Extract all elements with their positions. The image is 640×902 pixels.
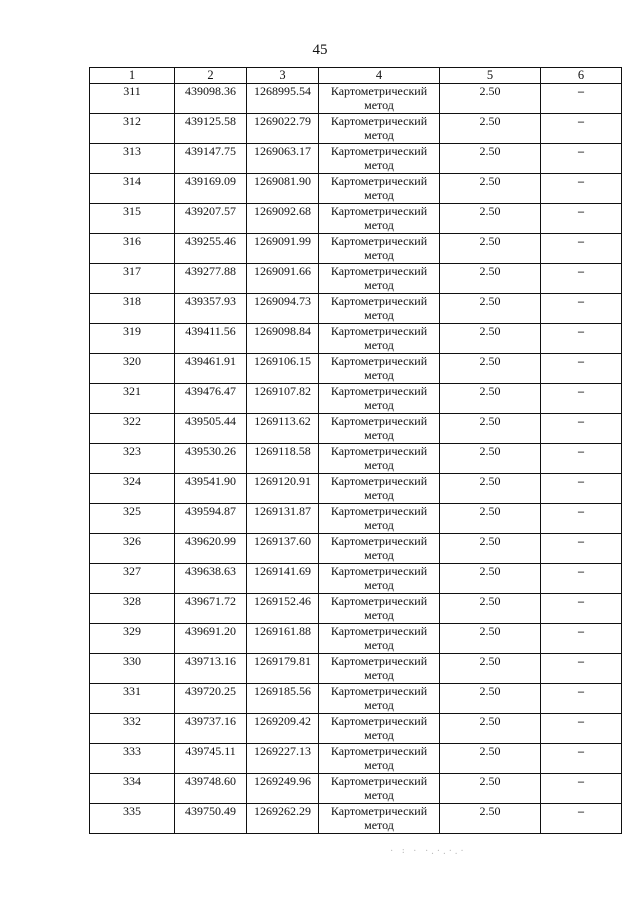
table-row <box>90 444 622 474</box>
method-line-1: Картометрический <box>330 444 428 458</box>
point-number-cell: 320 <box>90 354 175 384</box>
accuracy-cell: 2.50 <box>440 534 541 564</box>
method-line-1: Картометрический <box>330 504 428 518</box>
table-row <box>90 144 622 174</box>
accuracy-cell: 2.50 <box>440 354 541 384</box>
method-line-2: метод <box>364 458 394 472</box>
scan-artifact: · ꞉ · ·.·.·.· <box>390 846 467 857</box>
description-cell: – <box>541 384 622 414</box>
method-line-1: Картометрический <box>330 204 428 218</box>
method-line-1: Картометрический <box>330 564 428 578</box>
y-coordinate-cell: 1269094.73 <box>247 294 319 324</box>
table-row <box>90 684 622 714</box>
method-line-2: метод <box>364 578 394 592</box>
point-number-cell: 324 <box>90 474 175 504</box>
x-coordinate-cell: 439594.87 <box>175 504 247 534</box>
description-cell: – <box>541 774 622 804</box>
x-coordinate-cell: 439638.63 <box>175 564 247 594</box>
y-coordinate-cell: 1269091.66 <box>247 264 319 294</box>
point-number-cell: 326 <box>90 534 175 564</box>
table-row <box>90 474 622 504</box>
y-coordinate-cell: 1269131.87 <box>247 504 319 534</box>
method-line-2: метод <box>364 668 394 682</box>
method-cell <box>319 114 440 144</box>
method-line-2: метод <box>364 338 394 352</box>
column-header: 4 <box>319 68 440 84</box>
table-row <box>90 84 622 114</box>
y-coordinate-cell: 1269209.42 <box>247 714 319 744</box>
table-row <box>90 234 622 264</box>
table-row <box>90 594 622 624</box>
x-coordinate-cell: 439125.58 <box>175 114 247 144</box>
y-coordinate-cell: 1269106.15 <box>247 354 319 384</box>
x-coordinate-cell: 439541.90 <box>175 474 247 504</box>
description-cell: – <box>541 114 622 144</box>
x-coordinate-cell: 439737.16 <box>175 714 247 744</box>
description-cell: – <box>541 234 622 264</box>
point-number-cell: 323 <box>90 444 175 474</box>
point-number-cell: 335 <box>90 804 175 834</box>
accuracy-cell: 2.50 <box>440 744 541 774</box>
method-cell <box>319 714 440 744</box>
method-line-2: метод <box>364 698 394 712</box>
y-coordinate-cell: 1269120.91 <box>247 474 319 504</box>
method-line-1: Картометрический <box>330 174 428 188</box>
table-row <box>90 504 622 534</box>
method-cell <box>319 174 440 204</box>
y-coordinate-cell: 1269091.99 <box>247 234 319 264</box>
accuracy-cell: 2.50 <box>440 204 541 234</box>
table-row <box>90 264 622 294</box>
point-number-cell: 328 <box>90 594 175 624</box>
method-line-1: Картометрический <box>330 144 428 158</box>
y-coordinate-cell: 1269179.81 <box>247 654 319 684</box>
point-number-cell: 332 <box>90 714 175 744</box>
method-cell <box>319 294 440 324</box>
coordinates-table <box>89 67 622 834</box>
x-coordinate-cell: 439098.36 <box>175 84 247 114</box>
point-number-cell: 318 <box>90 294 175 324</box>
y-coordinate-cell: 1269185.56 <box>247 684 319 714</box>
x-coordinate-cell: 439461.91 <box>175 354 247 384</box>
description-cell: – <box>541 654 622 684</box>
method-line-2: метод <box>364 608 394 622</box>
table-row <box>90 714 622 744</box>
table-row <box>90 354 622 384</box>
method-line-2: метод <box>364 98 394 112</box>
description-cell: – <box>541 414 622 444</box>
method-cell <box>319 84 440 114</box>
table-row <box>90 114 622 144</box>
method-line-1: Картометрический <box>330 354 428 368</box>
accuracy-cell: 2.50 <box>440 594 541 624</box>
method-line-2: метод <box>364 278 394 292</box>
method-line-1: Картометрический <box>330 774 428 788</box>
x-coordinate-cell: 439691.20 <box>175 624 247 654</box>
description-cell: – <box>541 264 622 294</box>
method-line-1: Картометрический <box>330 744 428 758</box>
table-header-row <box>90 68 622 84</box>
x-coordinate-cell: 439169.09 <box>175 174 247 204</box>
method-line-2: метод <box>364 368 394 382</box>
description-cell: – <box>541 324 622 354</box>
method-line-2: метод <box>364 488 394 502</box>
x-coordinate-cell: 439530.26 <box>175 444 247 474</box>
table-row <box>90 744 622 774</box>
table-row <box>90 804 622 834</box>
accuracy-cell: 2.50 <box>440 234 541 264</box>
accuracy-cell: 2.50 <box>440 414 541 444</box>
method-line-2: метод <box>364 398 394 412</box>
method-line-2: метод <box>364 788 394 802</box>
description-cell: – <box>541 504 622 534</box>
table-row <box>90 174 622 204</box>
method-cell <box>319 144 440 174</box>
y-coordinate-cell: 1269092.68 <box>247 204 319 234</box>
method-line-1: Картометрический <box>330 624 428 638</box>
y-coordinate-cell: 1269137.60 <box>247 534 319 564</box>
method-cell <box>319 654 440 684</box>
x-coordinate-cell: 439357.93 <box>175 294 247 324</box>
method-line-2: метод <box>364 248 394 262</box>
method-cell <box>319 324 440 354</box>
method-line-1: Картометрический <box>330 654 428 668</box>
method-cell <box>319 234 440 264</box>
method-line-1: Картометрический <box>330 294 428 308</box>
point-number-cell: 311 <box>90 84 175 114</box>
method-line-2: метод <box>364 728 394 742</box>
method-line-1: Картометрический <box>330 114 428 128</box>
point-number-cell: 333 <box>90 744 175 774</box>
y-coordinate-cell: 1269098.84 <box>247 324 319 354</box>
point-number-cell: 314 <box>90 174 175 204</box>
point-number-cell: 334 <box>90 774 175 804</box>
method-line-2: метод <box>364 218 394 232</box>
description-cell: – <box>541 594 622 624</box>
description-cell: – <box>541 294 622 324</box>
description-cell: – <box>541 714 622 744</box>
y-coordinate-cell: 1269249.96 <box>247 774 319 804</box>
table-row <box>90 294 622 324</box>
accuracy-cell: 2.50 <box>440 624 541 654</box>
accuracy-cell: 2.50 <box>440 114 541 144</box>
accuracy-cell: 2.50 <box>440 474 541 504</box>
method-cell <box>319 744 440 774</box>
accuracy-cell: 2.50 <box>440 444 541 474</box>
method-cell <box>319 774 440 804</box>
method-cell <box>319 414 440 444</box>
method-cell <box>319 594 440 624</box>
y-coordinate-cell: 1269227.13 <box>247 744 319 774</box>
column-header: 1 <box>90 68 175 84</box>
point-number-cell: 315 <box>90 204 175 234</box>
y-coordinate-cell: 1269161.88 <box>247 624 319 654</box>
page-number: 45 <box>312 42 328 58</box>
method-cell <box>319 534 440 564</box>
x-coordinate-cell: 439620.99 <box>175 534 247 564</box>
method-cell <box>319 624 440 654</box>
table-row <box>90 384 622 414</box>
accuracy-cell: 2.50 <box>440 174 541 204</box>
point-number-cell: 322 <box>90 414 175 444</box>
accuracy-cell: 2.50 <box>440 804 541 834</box>
method-line-1: Картометрический <box>330 264 428 278</box>
y-coordinate-cell: 1269152.46 <box>247 594 319 624</box>
x-coordinate-cell: 439147.75 <box>175 144 247 174</box>
method-line-2: метод <box>364 818 394 832</box>
accuracy-cell: 2.50 <box>440 144 541 174</box>
point-number-cell: 325 <box>90 504 175 534</box>
y-coordinate-cell: 1269113.62 <box>247 414 319 444</box>
accuracy-cell: 2.50 <box>440 684 541 714</box>
method-cell <box>319 444 440 474</box>
x-coordinate-cell: 439748.60 <box>175 774 247 804</box>
table-row <box>90 654 622 684</box>
description-cell: – <box>541 534 622 564</box>
table-row <box>90 204 622 234</box>
description-cell: – <box>541 174 622 204</box>
method-cell <box>319 684 440 714</box>
description-cell: – <box>541 624 622 654</box>
description-cell: – <box>541 804 622 834</box>
method-line-1: Картометрический <box>330 414 428 428</box>
table-row <box>90 534 622 564</box>
method-line-2: метод <box>364 128 394 142</box>
method-line-2: метод <box>364 188 394 202</box>
y-coordinate-cell: 1269262.29 <box>247 804 319 834</box>
method-cell <box>319 804 440 834</box>
method-line-2: метод <box>364 638 394 652</box>
table-row <box>90 414 622 444</box>
point-number-cell: 321 <box>90 384 175 414</box>
point-number-cell: 330 <box>90 654 175 684</box>
method-line-1: Картометрический <box>330 684 428 698</box>
point-number-cell: 312 <box>90 114 175 144</box>
description-cell: – <box>541 444 622 474</box>
method-line-1: Картометрический <box>330 324 428 338</box>
method-cell <box>319 354 440 384</box>
table-row <box>90 624 622 654</box>
x-coordinate-cell: 439277.88 <box>175 264 247 294</box>
accuracy-cell: 2.50 <box>440 654 541 684</box>
y-coordinate-cell: 1269081.90 <box>247 174 319 204</box>
method-line-1: Картометрический <box>330 594 428 608</box>
description-cell: – <box>541 144 622 174</box>
point-number-cell: 316 <box>90 234 175 264</box>
y-coordinate-cell: 1268995.54 <box>247 84 319 114</box>
method-line-1: Картометрический <box>330 714 428 728</box>
x-coordinate-cell: 439505.44 <box>175 414 247 444</box>
method-cell <box>319 474 440 504</box>
table-row <box>90 774 622 804</box>
method-line-1: Картометрический <box>330 474 428 488</box>
method-line-1: Картометрический <box>330 84 428 98</box>
method-line-2: метод <box>364 758 394 772</box>
y-coordinate-cell: 1269022.79 <box>247 114 319 144</box>
column-header: 3 <box>247 68 319 84</box>
accuracy-cell: 2.50 <box>440 714 541 744</box>
column-header: 6 <box>541 68 622 84</box>
description-cell: – <box>541 684 622 714</box>
description-cell: – <box>541 564 622 594</box>
method-line-1: Картометрический <box>330 804 428 818</box>
column-header: 2 <box>175 68 247 84</box>
method-line-2: метод <box>364 308 394 322</box>
column-header: 5 <box>440 68 541 84</box>
x-coordinate-cell: 439671.72 <box>175 594 247 624</box>
method-cell <box>319 264 440 294</box>
accuracy-cell: 2.50 <box>440 564 541 594</box>
y-coordinate-cell: 1269063.17 <box>247 144 319 174</box>
table-row <box>90 324 622 354</box>
x-coordinate-cell: 439476.47 <box>175 384 247 414</box>
x-coordinate-cell: 439255.46 <box>175 234 247 264</box>
x-coordinate-cell: 439745.11 <box>175 744 247 774</box>
point-number-cell: 313 <box>90 144 175 174</box>
x-coordinate-cell: 439411.56 <box>175 324 247 354</box>
description-cell: – <box>541 204 622 234</box>
y-coordinate-cell: 1269141.69 <box>247 564 319 594</box>
method-line-1: Картометрический <box>330 384 428 398</box>
x-coordinate-cell: 439713.16 <box>175 654 247 684</box>
accuracy-cell: 2.50 <box>440 774 541 804</box>
point-number-cell: 317 <box>90 264 175 294</box>
y-coordinate-cell: 1269107.82 <box>247 384 319 414</box>
accuracy-cell: 2.50 <box>440 384 541 414</box>
point-number-cell: 319 <box>90 324 175 354</box>
accuracy-cell: 2.50 <box>440 324 541 354</box>
x-coordinate-cell: 439750.49 <box>175 804 247 834</box>
table-row <box>90 564 622 594</box>
method-line-2: метод <box>364 158 394 172</box>
method-cell <box>319 204 440 234</box>
accuracy-cell: 2.50 <box>440 264 541 294</box>
accuracy-cell: 2.50 <box>440 294 541 324</box>
method-line-2: метод <box>364 548 394 562</box>
method-line-2: метод <box>364 518 394 532</box>
point-number-cell: 331 <box>90 684 175 714</box>
y-coordinate-cell: 1269118.58 <box>247 444 319 474</box>
description-cell: – <box>541 474 622 504</box>
accuracy-cell: 2.50 <box>440 84 541 114</box>
description-cell: – <box>541 744 622 774</box>
x-coordinate-cell: 439720.25 <box>175 684 247 714</box>
point-number-cell: 327 <box>90 564 175 594</box>
method-cell <box>319 384 440 414</box>
x-coordinate-cell: 439207.57 <box>175 204 247 234</box>
method-line-2: метод <box>364 428 394 442</box>
method-cell <box>319 504 440 534</box>
accuracy-cell: 2.50 <box>440 504 541 534</box>
method-line-1: Картометрический <box>330 534 428 548</box>
description-cell: – <box>541 84 622 114</box>
description-cell: – <box>541 354 622 384</box>
point-number-cell: 329 <box>90 624 175 654</box>
method-line-1: Картометрический <box>330 234 428 248</box>
method-cell <box>319 564 440 594</box>
